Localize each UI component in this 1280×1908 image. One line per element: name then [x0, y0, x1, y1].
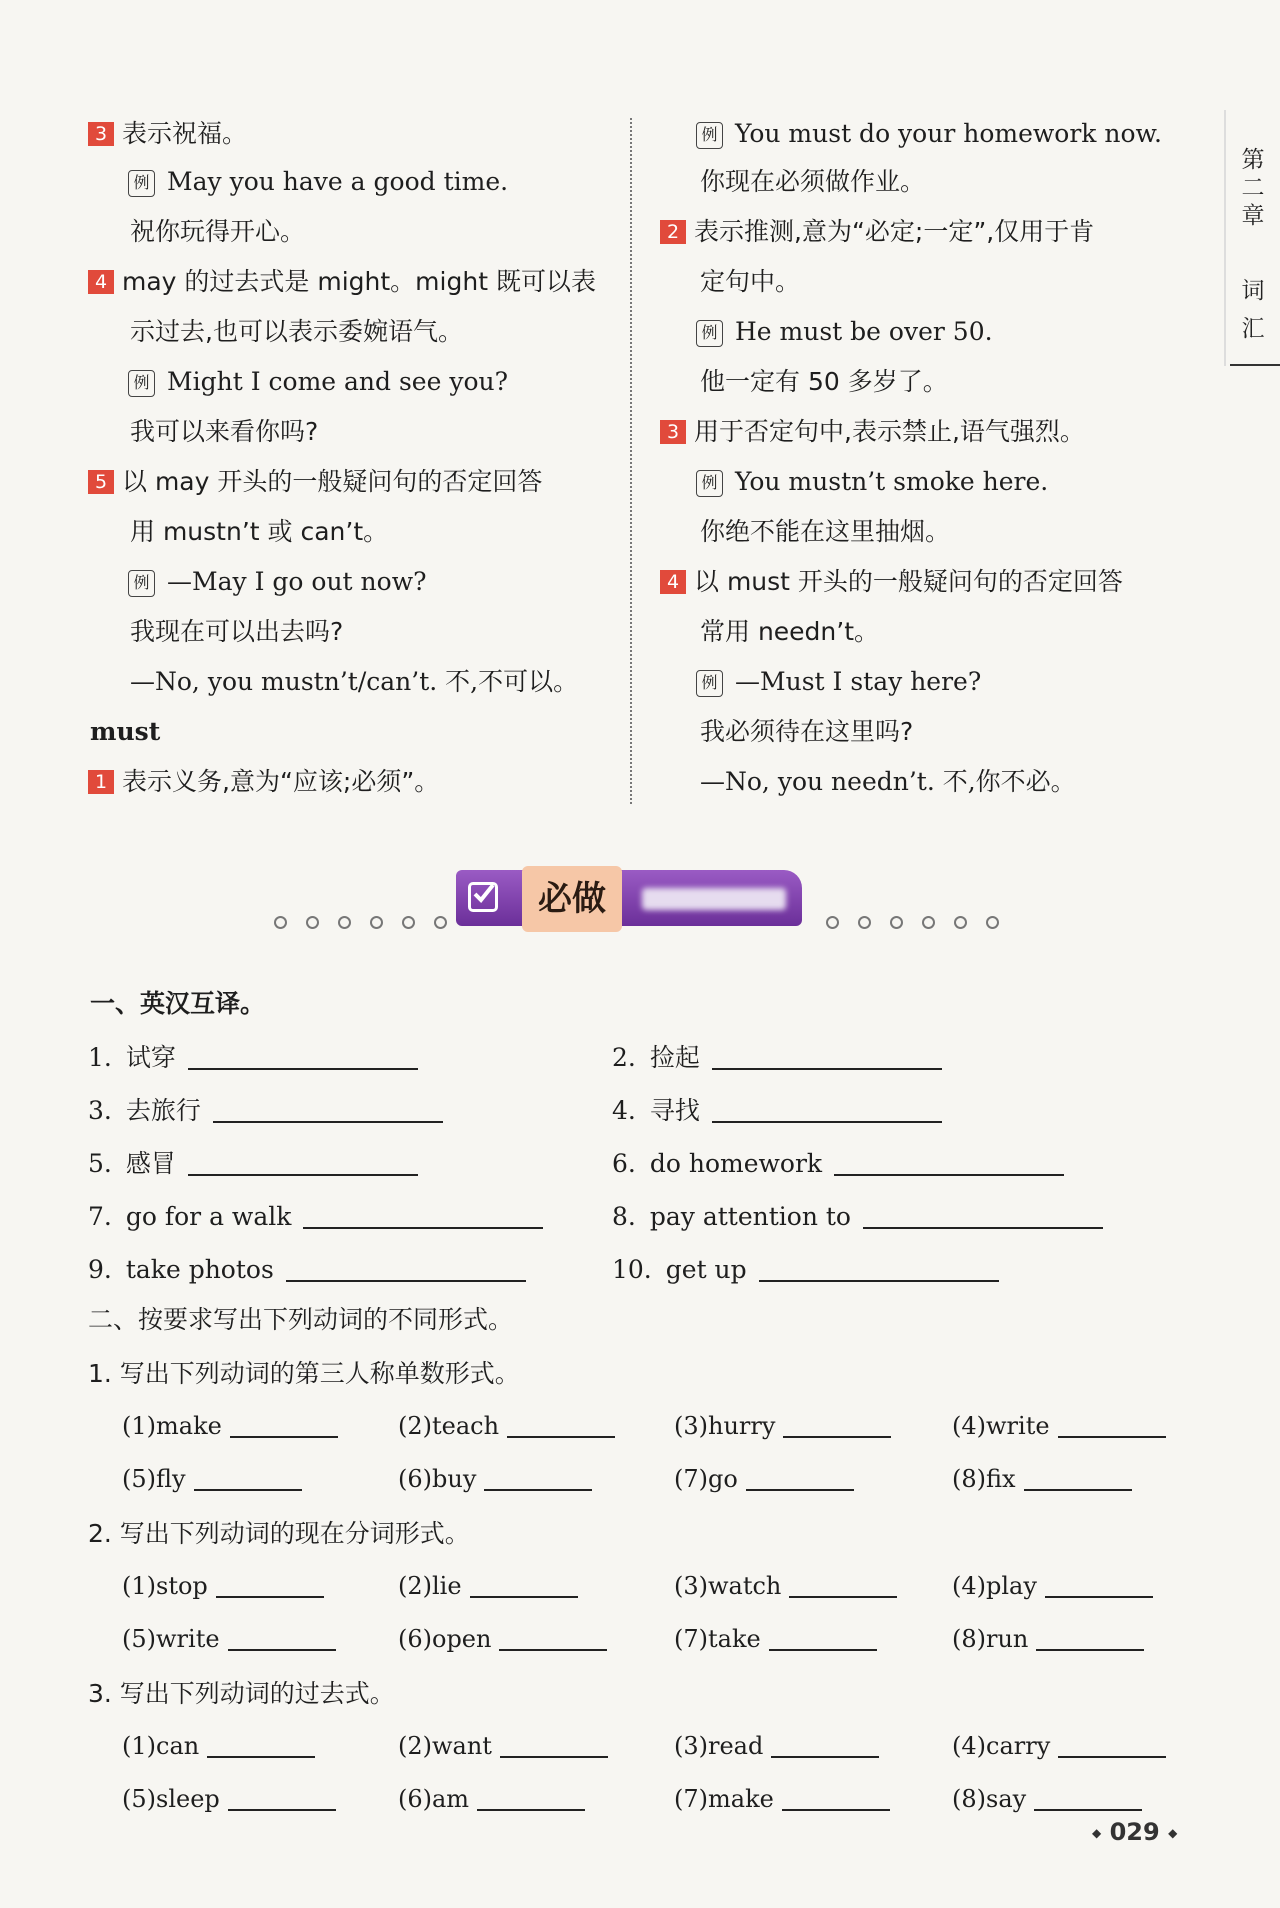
- item-text: do homework: [649, 1149, 823, 1178]
- verb-item: [122, 1781, 336, 1817]
- point-5: [88, 464, 542, 500]
- item-text: go for a walk: [125, 1202, 292, 1231]
- item-number: 1.: [88, 1043, 112, 1072]
- verb-text: (7)take: [674, 1625, 761, 1653]
- answer-blank[interactable]: [484, 1465, 592, 1491]
- verb-item: [398, 1781, 585, 1817]
- answer-blank[interactable]: [207, 1732, 315, 1758]
- item-text: take photos: [125, 1255, 274, 1284]
- answer-blank[interactable]: [782, 1785, 890, 1811]
- answer-blank[interactable]: [228, 1785, 336, 1811]
- answer-blank[interactable]: [1058, 1412, 1166, 1438]
- answer-blank[interactable]: [1034, 1785, 1142, 1811]
- answer-blank[interactable]: [759, 1256, 999, 1282]
- example-icon: 例: [128, 570, 155, 597]
- must-point-4-example: [696, 664, 981, 700]
- answer-blank[interactable]: [789, 1572, 897, 1598]
- verb-item: [398, 1621, 607, 1657]
- verb-text: (2)want: [398, 1732, 492, 1760]
- answer-blank[interactable]: [194, 1465, 302, 1491]
- point-5-translation: 我现在可以出去吗?: [130, 617, 344, 646]
- section-banner: [456, 866, 806, 928]
- translation-item: [612, 1040, 942, 1076]
- section-1-title: 一、英汉互译。: [90, 989, 266, 1018]
- diamond-icon: ◆: [1092, 1826, 1102, 1840]
- answer-blank[interactable]: [712, 1044, 942, 1070]
- verb-item: [952, 1568, 1153, 1604]
- side-tab-chapter: 第二章: [1241, 147, 1265, 229]
- verb-item: [952, 1728, 1166, 1764]
- answer-blank[interactable]: [213, 1097, 443, 1123]
- item-number: 10.: [612, 1255, 652, 1284]
- verb-item: [674, 1621, 877, 1657]
- verb-item: [398, 1461, 592, 1497]
- must-point-1-number: 1: [88, 770, 114, 794]
- example-text: Might I come and see you?: [167, 367, 509, 396]
- verb-item: [952, 1408, 1166, 1444]
- answer-blank[interactable]: [286, 1256, 526, 1282]
- page-number: [1092, 1818, 1177, 1846]
- answer-blank[interactable]: [1036, 1625, 1144, 1651]
- verb-text: (5)sleep: [122, 1785, 220, 1813]
- verb-text: (8)run: [952, 1625, 1029, 1653]
- verb-item: [122, 1568, 324, 1604]
- translation-item: [88, 1199, 543, 1235]
- verb-text: (1)can: [122, 1732, 200, 1760]
- answer-blank[interactable]: [863, 1203, 1103, 1229]
- must-point-4-number: 4: [660, 570, 686, 594]
- must-point-3-text: 用于否定句中,表示禁止,语气强烈。: [694, 417, 1085, 446]
- verb-text: (4)play: [952, 1572, 1037, 1600]
- point-5-text: 以 may 开头的一般疑问句的否定回答: [122, 467, 543, 496]
- item-text: 试穿: [125, 1043, 176, 1072]
- answer-blank[interactable]: [303, 1203, 543, 1229]
- example-icon: 例: [696, 320, 723, 347]
- verb-item: [674, 1461, 854, 1497]
- diamond-icon: ◆: [1168, 1826, 1178, 1840]
- translation-item: [88, 1093, 443, 1129]
- answer-blank[interactable]: [771, 1732, 879, 1758]
- answer-blank[interactable]: [188, 1150, 418, 1176]
- verb-text: (4)carry: [952, 1732, 1051, 1760]
- item-number: 2.: [612, 1043, 636, 1072]
- example-icon: 例: [696, 122, 723, 149]
- answer-blank[interactable]: [746, 1465, 854, 1491]
- verb-text: (2)teach: [398, 1412, 500, 1440]
- must-point-4-answer: —No, you needn’t. 不,你不必。: [700, 767, 1076, 796]
- verb-text: (7)go: [674, 1465, 738, 1493]
- point-3-text: 表示祝福。: [122, 119, 248, 148]
- point-5-answer: —No, you mustn’t/can’t. 不,不可以。: [130, 667, 579, 696]
- verb-text: (2)lie: [398, 1572, 462, 1600]
- must-point-1-example: [696, 116, 1162, 152]
- verb-text: (7)make: [674, 1785, 774, 1813]
- section-2-title: 二、按要求写出下列动词的不同形式。: [88, 1305, 514, 1334]
- answer-blank[interactable]: [507, 1412, 615, 1438]
- example-text: May you have a good time.: [167, 167, 509, 196]
- answer-blank[interactable]: [499, 1625, 607, 1651]
- banner-blurred-text: [642, 888, 786, 910]
- translation-item: [612, 1146, 1064, 1182]
- translation-item: [88, 1146, 418, 1182]
- verb-text: (3)watch: [674, 1572, 782, 1600]
- item-number: 7.: [88, 1202, 112, 1231]
- banner-dots-left: [274, 914, 466, 933]
- point-4-text-cont: 示过去,也可以表示委婉语气。: [130, 317, 463, 346]
- translation-item: [612, 1199, 1103, 1235]
- translation-item: [612, 1093, 942, 1129]
- must-point-2-text: 表示推测,意为“必定;一定”,仅用于肯: [694, 217, 1095, 246]
- item-number: 4.: [612, 1096, 636, 1125]
- column-divider: [630, 118, 632, 804]
- item-text: pay attention to: [649, 1202, 851, 1231]
- question-1: 1. 写出下列动词的第三人称单数形式。: [88, 1359, 520, 1388]
- answer-blank[interactable]: [228, 1625, 336, 1651]
- answer-blank[interactable]: [500, 1732, 608, 1758]
- answer-blank[interactable]: [769, 1625, 877, 1651]
- item-number: 8.: [612, 1202, 636, 1231]
- verb-item: [398, 1728, 608, 1764]
- banner-label: 必做: [538, 879, 606, 919]
- must-point-4: [660, 564, 1123, 600]
- verb-item: [952, 1461, 1132, 1497]
- page-number-text: 029: [1109, 1818, 1160, 1846]
- must-point-3-example: [696, 464, 1048, 500]
- answer-blank[interactable]: [783, 1412, 891, 1438]
- point-4: [88, 264, 596, 300]
- verb-item: [952, 1781, 1142, 1817]
- must-point-4-text: 以 must 开头的一般疑问句的否定回答: [694, 567, 1123, 596]
- translation-item: [88, 1040, 418, 1076]
- verb-item: [398, 1408, 615, 1444]
- answer-blank[interactable]: [712, 1097, 942, 1123]
- point-3-translation: 祝你玩得开心。: [130, 217, 306, 246]
- item-text: get up: [665, 1255, 747, 1284]
- must-point-4-text-cont: 常用 needn’t。: [700, 617, 880, 646]
- item-number: 9.: [88, 1255, 112, 1284]
- item-number: 5.: [88, 1149, 112, 1178]
- verb-item: [952, 1621, 1144, 1657]
- verb-item: [122, 1621, 336, 1657]
- verb-text: (6)open: [398, 1625, 492, 1653]
- answer-blank[interactable]: [1058, 1732, 1166, 1758]
- verb-item: [122, 1461, 302, 1497]
- answer-blank[interactable]: [216, 1572, 324, 1598]
- example-icon: 例: [696, 470, 723, 497]
- must-point-1-translation: 你现在必须做作业。: [700, 167, 926, 196]
- must-point-2-example: [696, 314, 993, 350]
- banner-dots-right: [826, 914, 1018, 933]
- example-text: He must be over 50.: [735, 317, 993, 346]
- item-text: 去旅行: [125, 1096, 201, 1125]
- item-text: 寻找: [649, 1096, 700, 1125]
- point-5-text-cont: 用 mustn’t 或 can’t。: [130, 517, 389, 546]
- answer-blank[interactable]: [230, 1412, 338, 1438]
- must-point-2-translation: 他一定有 50 多岁了。: [700, 367, 948, 396]
- example-text: You mustn’t smoke here.: [735, 467, 1049, 496]
- must-point-1-text: 表示义务,意为“应该;必须”。: [122, 767, 440, 796]
- point-4-number: 4: [88, 270, 114, 294]
- example-icon: 例: [696, 670, 723, 697]
- verb-text: (1)stop: [122, 1572, 208, 1600]
- verb-item: [122, 1408, 338, 1444]
- item-text: 感冒: [125, 1149, 176, 1178]
- verb-text: (6)buy: [398, 1465, 477, 1493]
- verb-text: (8)fix: [952, 1465, 1016, 1493]
- verb-text: (5)fly: [122, 1465, 186, 1493]
- must-point-3: [660, 414, 1085, 450]
- point-3-example: [128, 164, 508, 200]
- must-point-2: [660, 214, 1094, 250]
- must-heading: must: [90, 717, 161, 746]
- verb-text: (8)say: [952, 1785, 1027, 1813]
- answer-blank[interactable]: [1045, 1572, 1153, 1598]
- question-3: 3. 写出下列动词的过去式。: [88, 1679, 395, 1708]
- verb-item: [674, 1781, 890, 1817]
- verb-text: (6)am: [398, 1785, 470, 1813]
- verb-text: (3)hurry: [674, 1412, 776, 1440]
- example-text: You must do your homework now.: [735, 119, 1162, 148]
- answer-blank[interactable]: [470, 1572, 578, 1598]
- example-text: —Must I stay here?: [735, 667, 982, 696]
- verb-text: (5)write: [122, 1625, 220, 1653]
- verb-text: (1)make: [122, 1412, 222, 1440]
- answer-blank[interactable]: [188, 1044, 418, 1070]
- verb-item: [674, 1728, 879, 1764]
- answer-blank[interactable]: [477, 1785, 585, 1811]
- point-4-example: [128, 364, 508, 400]
- answer-blank[interactable]: [834, 1150, 1064, 1176]
- must-point-3-number: 3: [660, 420, 686, 444]
- point-3-number: 3: [88, 122, 114, 146]
- verb-text: (4)write: [952, 1412, 1050, 1440]
- point-5-number: 5: [88, 470, 114, 494]
- side-tab-underline: [1230, 364, 1280, 366]
- verb-item: [674, 1568, 897, 1604]
- checkbox-icon: [468, 882, 498, 912]
- question-2: 2. 写出下列动词的现在分词形式。: [88, 1519, 470, 1548]
- answer-blank[interactable]: [1024, 1465, 1132, 1491]
- translation-item: [88, 1252, 526, 1288]
- point-4-text: may 的过去式是 might。might 既可以表: [122, 267, 596, 296]
- verb-item: [398, 1568, 578, 1604]
- item-text: 捡起: [649, 1043, 700, 1072]
- item-number: 3.: [88, 1096, 112, 1125]
- must-point-2-text-cont: 定句中。: [700, 267, 801, 296]
- point-4-translation: 我可以来看你吗?: [130, 417, 319, 446]
- example-icon: 例: [128, 370, 155, 397]
- item-number: 6.: [612, 1149, 636, 1178]
- translation-item: [612, 1252, 999, 1288]
- side-tab-section: 词汇: [1241, 278, 1265, 342]
- must-point-1: [88, 764, 439, 800]
- example-icon: 例: [128, 170, 155, 197]
- point-5-example: [128, 564, 427, 600]
- must-point-3-translation: 你绝不能在这里抽烟。: [700, 517, 951, 546]
- example-text: —May I go out now?: [167, 567, 427, 596]
- verb-item: [122, 1728, 315, 1764]
- verb-item: [674, 1408, 891, 1444]
- verb-text: (3)read: [674, 1732, 764, 1760]
- point-3: [88, 116, 247, 152]
- must-point-4-translation: 我必须待在这里吗?: [700, 717, 914, 746]
- must-point-2-number: 2: [660, 220, 686, 244]
